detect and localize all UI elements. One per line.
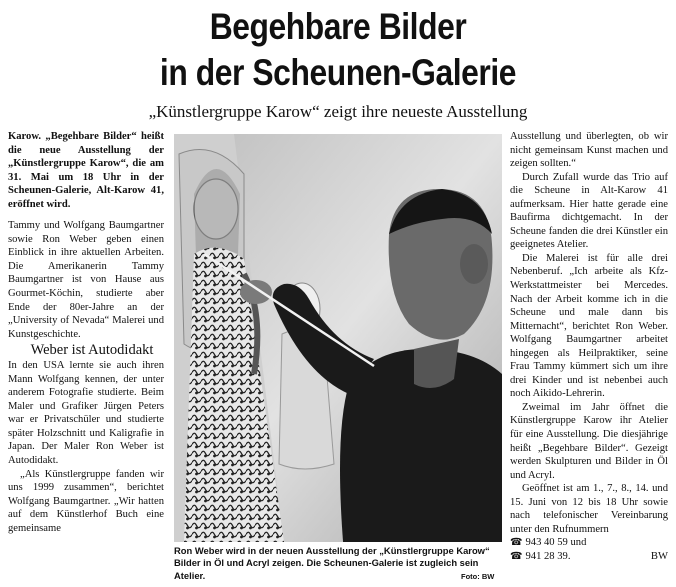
- author-initials: BW: [650, 550, 668, 562]
- telephone-icon: ☎: [510, 537, 523, 549]
- body-paragraph: Die Malerei ist für alle drei Nebenberuf. „Ich arbeite als Kfz-Werkstattmeister bei Mercedes. Nach der Arbeit komme ich in die Scheune und male dann bis Mitternacht“, berichtet Ron Weber. Wolfgang Baumgartner arbeitet hingegen als Heilpraktiker, seine Frau Tammy kümmert sich um ihre drei Kinder und ist nebenbei auch noch Aikido-Lehrerin.: [510, 252, 668, 400]
- phone-number-1: 943 40 59: [525, 537, 568, 549]
- phone-number-2: 941 28 39.: [525, 550, 571, 562]
- article-photo: [174, 134, 502, 542]
- phone-line-2: [510, 550, 668, 564]
- photo-credit: Foto: BW: [461, 572, 495, 581]
- headline-line-1: Begehbare Bilder: [209, 6, 467, 47]
- subheadline: „Künstlergruppe Karow“ zeigt ihre neueste Ausstellung: [148, 102, 528, 121]
- headline-line-2: in der Scheunen-Galerie: [159, 52, 517, 93]
- lead-paragraph: Karow. „Begehbare Bilder“ heißt die neue Ausstellung der „Künstlergruppe Karow“, die am 31. Mai um 18 Uhr in der Scheunen-Galerie, Alt-Karow 41, eröffnet wird.: [8, 131, 164, 210]
- phone-line-1: [510, 536, 668, 550]
- body-paragraph: Tammy und Wolfgang Baumgartner sowie Ron Weber geben einen Einblick in ihre aktuellen Arbeiten. Die Amerikanerin Tammy Baumgartner ist von Hause aus Gourmet-Köchin, studierte aber Ende der 80er-Jahre an der „University of Nevada“ Malerei und Kunstgeschichte.: [8, 220, 164, 340]
- article-column-3: [510, 130, 668, 564]
- body-paragraph: In den USA lernte sie auch ihren Mann Wolfgang kennen, der unter anderem Fotografie studierte. Beim Maler und Grafiker Jürgen Peters war er Privatschüler und studierte später Holzschnitt und Kaligrafie in Japan. Der Maler Ron Weber ist Autodidakt.: [8, 360, 164, 467]
- painter-at-canvas-image: [174, 134, 502, 542]
- section-heading: Weber ist Autodidakt: [30, 342, 154, 359]
- body-paragraph: „Als Künstlergruppe fanden wir uns 1999 zusammen“, berichtet Wolfgang Baumgartner. „Wir hatten auf dem Künstlerhof Buch eine gemeinsame: [8, 468, 164, 534]
- telephone-icon: ☎: [510, 550, 523, 562]
- article-column-1: [8, 130, 164, 535]
- body-paragraph: Durch Zufall wurde das Trio auf die Scheune in Alt-Karow 41 aufmerksam. Hier hatte gerade eine Baufirma dichtgemacht. In der Scheune fanden die drei Künstler ein geeignetes Atelier.: [510, 171, 668, 251]
- conjunction: und: [570, 537, 587, 549]
- body-paragraph: Geöffnet ist am 1., 7., 8., 14. und 15. Juni von 12 bis 18 Uhr sowie nach telefonischer Vereinbarung unter den Rufnummern: [510, 483, 668, 535]
- body-paragraph: Zweimal im Jahr öffnet die Künstlergruppe Karow ihr Atelier für eine Ausstellung. Die diesjährige heißt „Begehbare Bilder“. Gezeigt werden Skulpturen und Bilder in Öl und Acryl.: [510, 401, 668, 481]
- photo-caption: Ron Weber wird in der neuen Ausstellung der „Künstlergruppe Karow“ Bilder in Öl und Acryl zeigen. Die Scheunen-Galerie ist zugleich sein Atelier.: [174, 545, 490, 581]
- body-paragraph: Ausstellung und überlegten, ob wir nicht gemeinsam Kunst machen und zeigen sollten.“: [510, 131, 668, 170]
